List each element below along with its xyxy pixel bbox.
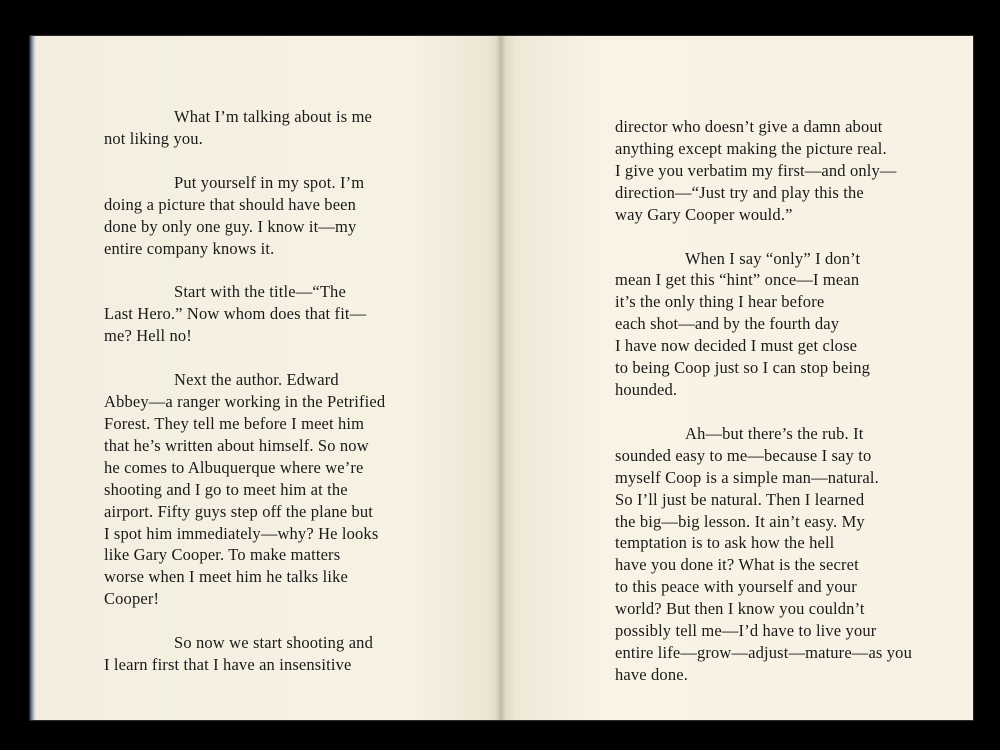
text-line: I have now decided I must get close [615, 336, 858, 356]
text-line: shooting and I go to meet him at the [104, 479, 348, 499]
text-line: Ah—but there’s the rub. It [685, 423, 864, 443]
text-line: not liking you. [104, 128, 203, 148]
text-line: anything except making the picture real. [615, 138, 887, 158]
text-line: What I’m talking about is me [174, 107, 373, 126]
text-line: direction—“Just try and play this the [615, 182, 864, 202]
paragraph [615, 116, 915, 226]
text-line: sounded easy to me—because I say to [615, 445, 872, 465]
paragraph [104, 172, 394, 260]
text-line: entire life—grow—adjust—mature—as you [615, 642, 912, 662]
text-line: like Gary Cooper. To make matters [104, 545, 341, 565]
paragraph [615, 423, 915, 686]
text-line: When I say “only” I don’t [685, 248, 861, 268]
text-line: have done. [615, 664, 688, 684]
left-page [30, 36, 502, 720]
text-line: doing a picture that should have been [104, 194, 357, 214]
text-line: I give you verbatim my first—and only— [615, 160, 897, 180]
text-line: temptation is to ask how the hell [615, 533, 835, 553]
paragraph [615, 248, 915, 401]
left-page-text [104, 106, 394, 698]
paragraph [104, 106, 394, 150]
paragraph [104, 281, 394, 347]
text-line: worse when I meet him he talks like [104, 567, 348, 587]
text-line: entire company knows it. [104, 238, 275, 258]
text-line: Put yourself in my spot. I’m [174, 172, 365, 192]
text-line: the big—big lesson. It ain’t easy. My [615, 511, 865, 531]
text-line: hounded. [615, 379, 678, 399]
book-cover-edge [30, 36, 36, 720]
text-line: he comes to Albuquerque where we’re [104, 457, 364, 477]
text-line: I learn first that I have an insensitive [104, 655, 352, 675]
text-line: way Gary Cooper would.” [615, 204, 793, 224]
text-line: So I’ll just be natural. Then I learned [615, 489, 865, 509]
text-line: myself Coop is a simple man—natural. [615, 467, 879, 487]
text-line: Forest. They tell me before I meet him [104, 413, 365, 433]
right-page-text [615, 116, 915, 708]
text-line: possibly tell me—I’d have to live your [615, 621, 877, 641]
text-line: director who doesn’t give a damn about [615, 117, 883, 136]
text-line: Start with the title—“The [174, 282, 346, 302]
text-line: Last Hero.” Now whom does that fit— [104, 304, 367, 324]
right-page [502, 36, 973, 720]
text-line: Cooper! [104, 589, 160, 609]
text-line: Next the author. Edward [174, 370, 339, 390]
text-line: done by only one guy. I know it—my [104, 216, 357, 236]
text-line: have you done it? What is the secret [615, 555, 859, 575]
paragraph [104, 632, 394, 676]
text-line: So now we start shooting and [174, 633, 373, 653]
paragraph [104, 369, 394, 610]
text-line: airport. Fifty guys step off the plane but [104, 501, 374, 521]
book-gutter [496, 36, 506, 720]
text-line: Abbey—a ranger working in the Petrified [104, 392, 386, 412]
open-book-spread [30, 36, 973, 720]
text-line: each shot—and by the fourth day [615, 314, 840, 334]
text-line: to being Coop just so I can stop being [615, 358, 871, 378]
text-line: to this peace with yourself and your [615, 577, 857, 597]
text-line: me? Hell no! [104, 326, 192, 346]
text-line: mean I get this “hint” once—I mean [615, 270, 860, 290]
text-line: I spot him immediately—why? He looks [104, 523, 379, 543]
text-line: it’s the only thing I hear before [615, 292, 825, 312]
text-line: that he’s written about himself. So now [104, 435, 369, 455]
text-line: world? But then I know you couldn’t [615, 599, 865, 619]
